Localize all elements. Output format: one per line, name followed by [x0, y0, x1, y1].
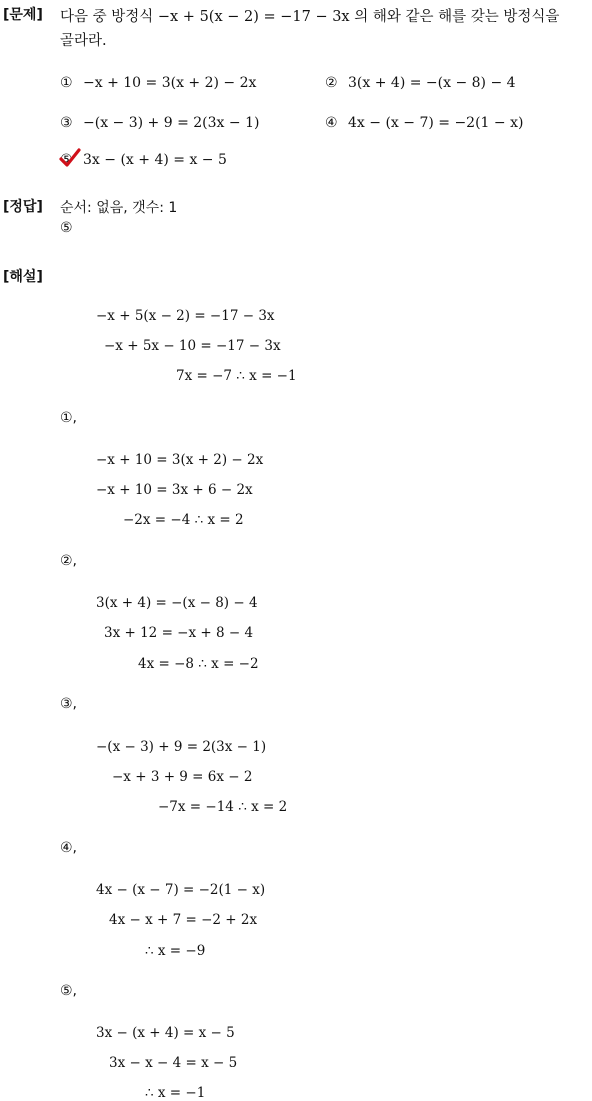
block-1-eq-3: −2x = −4 ∴ x = 2 [123, 512, 244, 528]
block-3-head: ③, [60, 696, 78, 712]
problem-label: [문제] [3, 7, 43, 23]
block-4-eq-1: 4x − (x − 7) = −2(1 − x) [96, 882, 266, 898]
choice-4-number: ④ [325, 115, 338, 131]
block-4-eq-2: 4x − x + 7 = −2 + 2x [109, 912, 258, 928]
problem-text-line1: 다음 중 방정식 −x + 5(x − 2) = −17 − 3x 의 해와 같은 해를 갖는 방정식을 [60, 9, 560, 25]
block-1-eq-2: −x + 10 = 3x + 6 − 2x [96, 482, 253, 498]
block-1-eq-1: −x + 10 = 3(x + 2) − 2x [96, 452, 264, 468]
block-2-eq-1: 3(x + 4) = −(x − 8) − 4 [96, 595, 258, 611]
choice-1-number: ① [60, 75, 73, 91]
block-3-eq-3: −7x = −14 ∴ x = 2 [158, 799, 288, 815]
choice-2 [325, 75, 516, 91]
answer-value: ⑤ [60, 220, 73, 236]
answer-label: [정답] [3, 199, 43, 215]
choice-3-equation: −(x − 3) + 9 = 2(3x − 1) [83, 115, 260, 131]
choice-4-equation: 4x − (x − 7) = −2(1 − x) [348, 115, 524, 131]
choice-4 [325, 115, 523, 131]
block-5-head: ⑤, [60, 983, 78, 999]
block-3-eq-2: −x + 3 + 9 = 6x − 2 [112, 769, 253, 785]
choice-1 [60, 75, 256, 91]
block-4-eq-3: ∴ x = −9 [145, 943, 206, 959]
main-eq-3: 7x = −7 ∴ x = −1 [176, 368, 297, 384]
block-3-eq-1: −(x − 3) + 9 = 2(3x − 1) [96, 739, 267, 755]
main-eq-2: −x + 5x − 10 = −17 − 3x [104, 338, 281, 354]
block-2-eq-3: 4x = −8 ∴ x = −2 [138, 656, 259, 672]
block-2-head: ②, [60, 553, 78, 569]
choice-3-number: ③ [60, 115, 73, 131]
problem-text-line2: 골라라. [60, 33, 107, 49]
checkmark-icon [59, 148, 81, 168]
choice-5-number: ⑤ [60, 152, 73, 168]
block-1-head: ①, [60, 410, 78, 426]
block-5-eq-2: 3x − x − 4 = x − 5 [109, 1055, 238, 1071]
choice-3 [60, 115, 259, 131]
block-4-head: ④, [60, 840, 78, 856]
main-eq-1: −x + 5(x − 2) = −17 − 3x [96, 308, 275, 324]
block-5-eq-1: 3x − (x + 4) = x − 5 [96, 1025, 235, 1041]
answer-meta: 순서: 없음, 갯수: 1 [60, 200, 178, 216]
block-2-eq-2: 3x + 12 = −x + 8 − 4 [104, 625, 254, 641]
choice-2-number: ② [325, 75, 338, 91]
choice-1-equation: −x + 10 = 3(x + 2) − 2x [83, 75, 257, 91]
choice-2-equation: 3(x + 4) = −(x − 8) − 4 [348, 75, 516, 91]
solution-label: [해설] [3, 269, 43, 285]
choice-5 [60, 152, 227, 168]
choice-5-equation: 3x − (x + 4) = x − 5 [83, 152, 227, 168]
block-5-eq-3: ∴ x = −1 [145, 1085, 206, 1101]
